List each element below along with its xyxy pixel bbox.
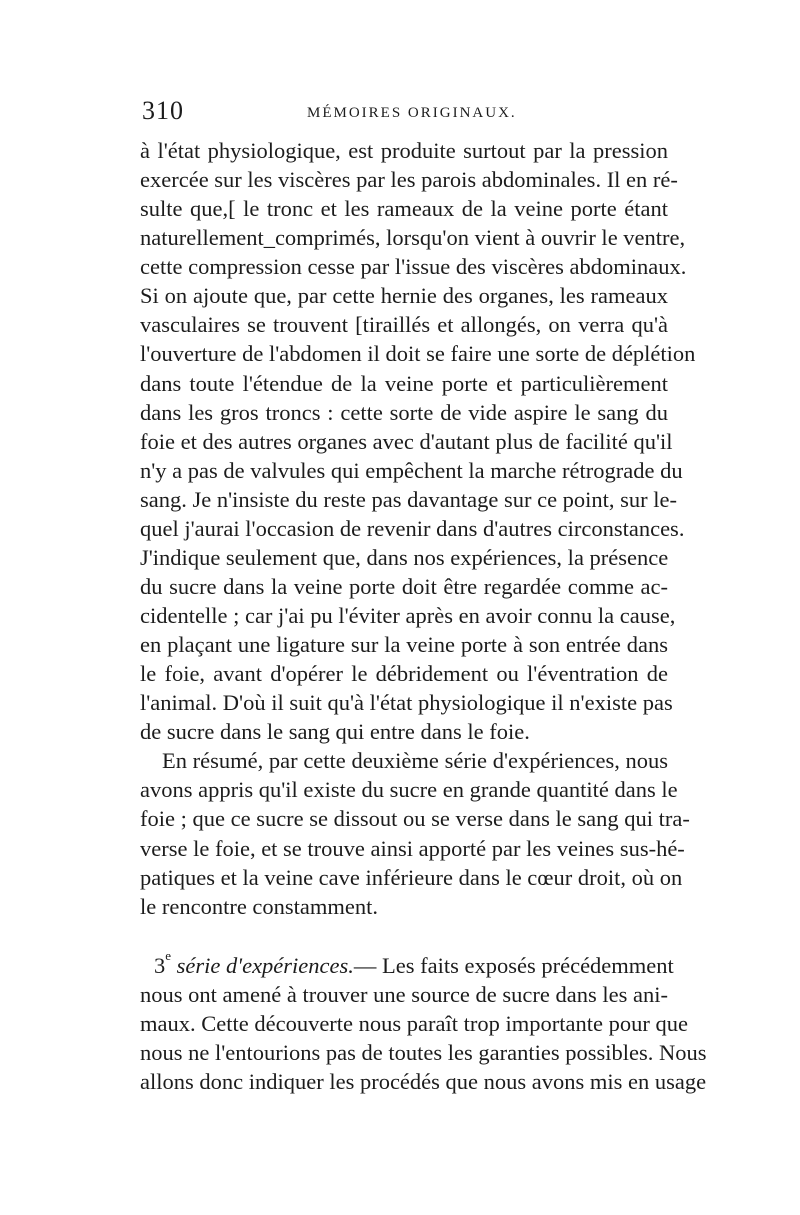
text-line: Si on ajoute que, par cette hernie des organes, les rameaux — [140, 283, 668, 309]
running-title: MÉMOIRES ORIGINAUX. — [307, 105, 517, 121]
text-line: exercée sur les viscères par les parois abdominales. Il en ré- — [140, 167, 678, 193]
section-title: série d'expériences. — [176, 952, 354, 978]
text-line: En résumé, par cette deuxième série d'expériences, nous — [162, 748, 668, 774]
text-line: foie et des autres organes avec d'autant plus de facilité qu'il — [140, 428, 673, 454]
text-line: l'ouverture de l'abdomen il doit se faire une sorte de déplétion — [140, 341, 696, 367]
text-line: à l'état physiologique, est produite surtout par la pression — [140, 138, 668, 163]
text-line: J'indique seulement que, dans nos expériences, la présence — [140, 544, 669, 570]
text-line: le foie, avant d'opérer le débridement ou l'éventration de — [140, 661, 668, 687]
page-header — [140, 96, 670, 130]
text-line: naturellement_comprimés, lorsqu'on vient à ouvrir le ventre, — [140, 225, 686, 251]
text-line: maux. Cette découverte nous paraît trop importante pour que — [140, 1010, 688, 1036]
text-line: patiques et la veine cave inférieure dans le cœur droit, où on — [140, 864, 683, 890]
text-line: n'y a pas de valvules qui empêchent la marche rétrograde du — [140, 457, 683, 483]
text-line: sang. Je n'insiste du reste pas davantage sur ce point, sur le- — [140, 486, 678, 512]
section-gap — [140, 921, 668, 951]
section-number: 3 — [154, 952, 166, 978]
text-line: verse le foie, et se trouve ainsi apporté par les veines sus-hé- — [140, 835, 685, 861]
text-line: quel j'aurai l'occasion de revenir dans d'autres circonstances. — [140, 515, 685, 541]
section-dash: — — [353, 952, 377, 978]
text-line: nous ont amené à trouver une source de sucre dans les ani- — [140, 981, 668, 1007]
text-line: sulte que,[ le tronc et les rameaux de la veine porte étant — [140, 196, 668, 222]
text-line: cidentelle ; car j'ai pu l'éviter après en avoir connu la cause, — [140, 603, 676, 628]
section-heading-line — [140, 947, 674, 980]
text-line: foie ; que ce sucre se dissout ou se verse dans le sang qui tra- — [140, 806, 690, 832]
section-ordinal: e — [165, 947, 172, 963]
text-line: cette compression cesse par l'issue des viscères abdominaux. — [140, 254, 687, 280]
text-line: vasculaires se trouvent [tiraillés et allongés, on verra qu'à — [140, 312, 668, 338]
body-text — [140, 136, 707, 1096]
text-line: dans les gros troncs : cette sorte de vide aspire le sang du — [140, 399, 668, 425]
page-number: 310 — [142, 96, 184, 125]
text-line: nous ne l'entourions pas de toutes les garanties possibles. Nous — [140, 1039, 707, 1065]
text-line: dans toute l'étendue de la veine porte et particulièrement — [140, 370, 668, 396]
text-line: avons appris qu'il existe du sucre en grande quantité dans le — [140, 777, 678, 803]
text-line: l'animal. D'où il suit qu'à l'état physiologique il n'existe pas — [140, 690, 673, 716]
text-line: du sucre dans la veine porte doit être regardée comme ac- — [140, 573, 668, 599]
section-first-line: Les faits exposés précédemment — [382, 952, 674, 978]
text-line: le rencontre constamment. — [140, 893, 379, 919]
text-line: de sucre dans le sang qui entre dans le foie. — [140, 719, 530, 745]
text-line: en plaçant une ligature sur la veine porte à son entrée dans — [140, 632, 668, 658]
text-line: allons donc indiquer les procédés que nous avons mis en usage — [140, 1068, 707, 1094]
